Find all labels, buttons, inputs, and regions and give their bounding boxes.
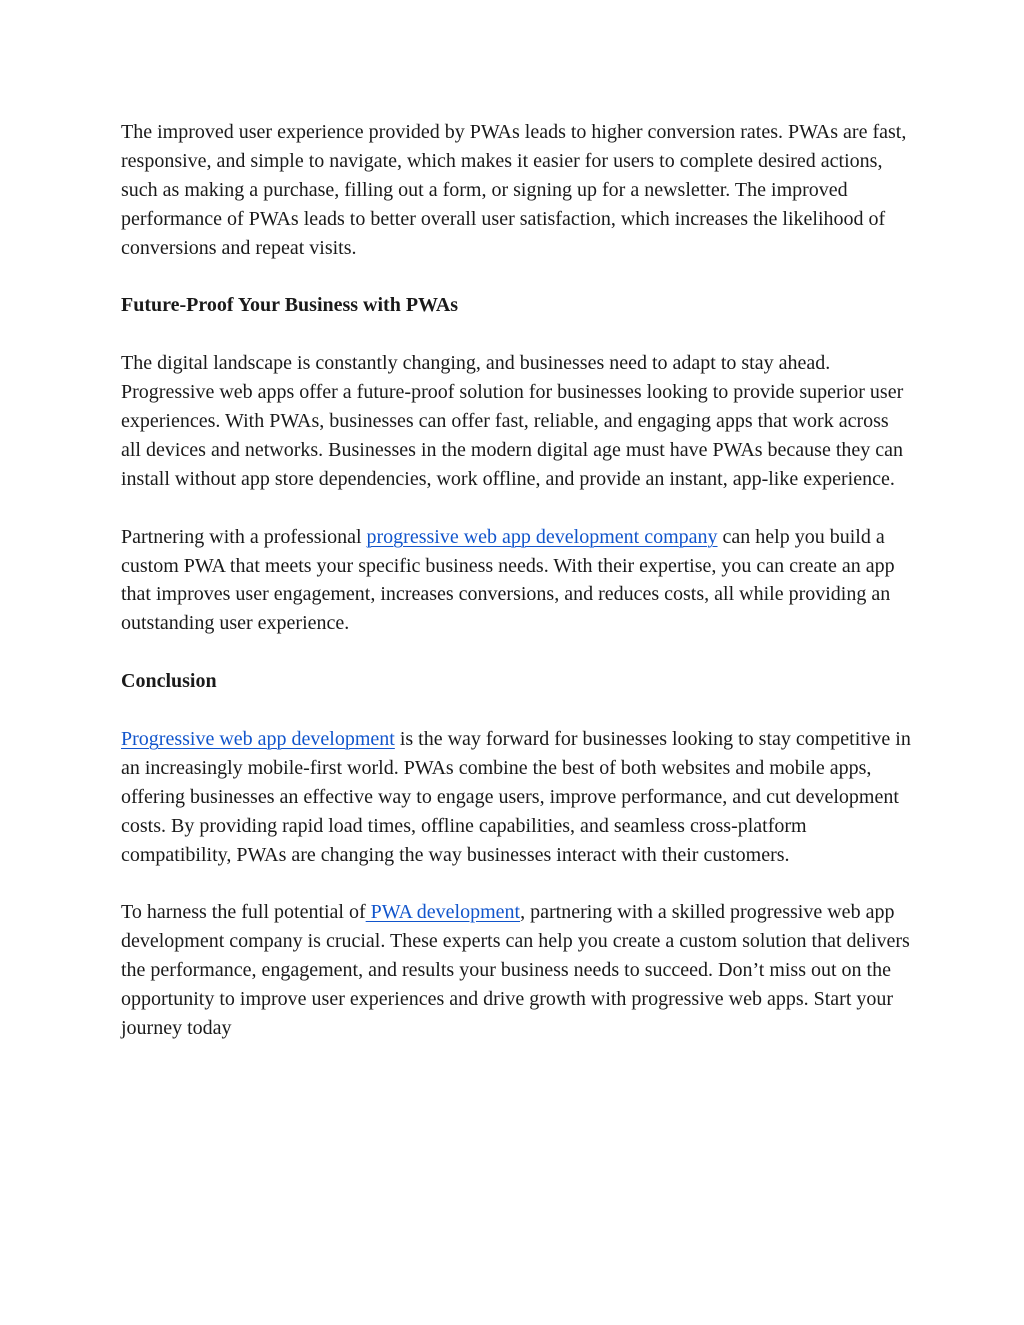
link-progressive-web-app-development[interactable]: Progressive web app development bbox=[121, 727, 395, 750]
paragraph-conversion-rates: The improved user experience provided by PWAs leads to higher conversion rates. PWAs are fast, responsive, and simple to navigate, which makes it easier for users to complete desired actions, such as making a purchase, filling out a form, or signing up for a newsletter. The improved performance of PWAs leads to better overall user satisfaction, which increases the likelihood of conversions and repeat visits. bbox=[121, 121, 907, 259]
paragraph-harness-text-before: To harness the full potential of bbox=[121, 901, 366, 924]
heading-future-proof: Future-Proof Your Business with PWAs bbox=[121, 294, 459, 317]
paragraph-harness-text-after: , partnering with a skilled progressive web app development company is crucial. These experts can help you create a custom solution that delivers the performance, engagement, and results your business needs to succeed. Don’t miss out on the opportunity to improve user experiences and drive growth with progressive web apps. Start your journey today bbox=[121, 901, 910, 1039]
paragraph-conclusion bbox=[121, 725, 911, 870]
paragraph-harness-potential bbox=[121, 898, 911, 1043]
paragraph-digital-landscape: The digital landscape is constantly changing, and businesses need to adapt to stay ahead. Progressive web apps offer a future-proof solution for businesses looking to provide superior user experiences. With PWAs, businesses can offer fast, reliable, and engaging apps that work across all devices and networks. Businesses in the modern digital age must have PWAs because they can install without app store dependencies, work offline, and provide an instant, app-like experience. bbox=[121, 352, 904, 490]
link-pwa-development-company[interactable]: progressive web app development company bbox=[366, 525, 718, 548]
link-pwa-development[interactable]: PWA development bbox=[365, 901, 521, 924]
heading-conclusion: Conclusion bbox=[121, 670, 217, 693]
document-page bbox=[121, 118, 911, 1072]
paragraph-partnering bbox=[121, 523, 911, 639]
paragraph-partnering-text-after: can help you build a custom PWA that meets your specific business needs. With their expertise, you can create an app that improves user engagement, increases conversions, and reduces costs, all while providing an outstanding user experience. bbox=[121, 525, 895, 635]
paragraph-partnering-text-before: Partnering with a professional bbox=[121, 525, 367, 548]
paragraph-conclusion-text-after: is the way forward for businesses looking to stay competitive in an increasingly mobile-first world. PWAs combine the best of both websites and mobile apps, offering businesses an effective way to engage users, improve performance, and cut development costs. By providing rapid load times, offline capabilities, and seamless cross-platform compatibility, PWAs are changing the way businesses interact with their customers. bbox=[121, 727, 911, 866]
